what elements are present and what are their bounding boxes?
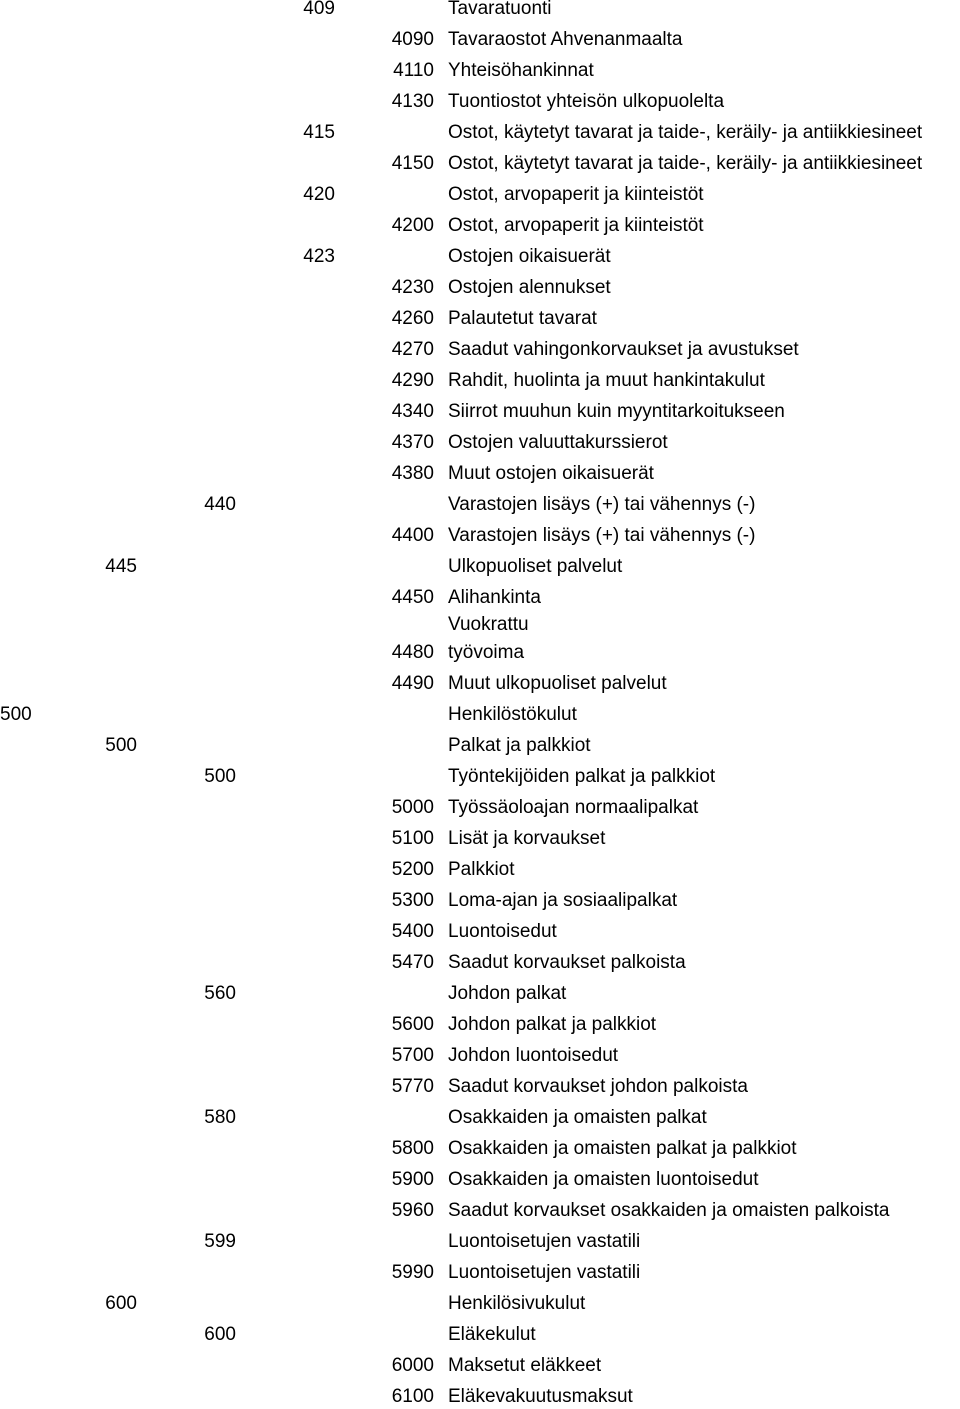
account-description-line1: Vuokrattu bbox=[448, 614, 529, 635]
account-code: 4290 bbox=[391, 370, 434, 391]
account-row bbox=[0, 493, 960, 517]
account-code: 4260 bbox=[391, 308, 434, 329]
account-row bbox=[0, 307, 960, 331]
account-row bbox=[0, 462, 960, 486]
account-code: 4340 bbox=[391, 401, 434, 422]
account-row bbox=[0, 1106, 960, 1130]
account-row bbox=[0, 214, 960, 238]
account-code: 6000 bbox=[391, 1355, 434, 1376]
account-description: Osakkaiden ja omaisten luontoisedut bbox=[448, 1169, 759, 1190]
account-code: 500 bbox=[0, 704, 32, 725]
account-code: 440 bbox=[204, 494, 236, 515]
account-code: 423 bbox=[303, 246, 335, 267]
account-description: Varastojen lisäys (+) tai vähennys (-) bbox=[448, 494, 756, 515]
account-row bbox=[0, 1013, 960, 1037]
account-code: 4370 bbox=[391, 432, 434, 453]
account-description: Johdon palkat ja palkkiot bbox=[448, 1014, 657, 1035]
account-description: Maksetut eläkkeet bbox=[448, 1355, 602, 1376]
account-code: 5300 bbox=[391, 890, 434, 911]
account-code: 5960 bbox=[391, 1200, 434, 1221]
account-row bbox=[0, 1230, 960, 1254]
account-description: Muut ulkopuoliset palvelut bbox=[448, 673, 667, 694]
account-description: Palkat ja palkkiot bbox=[448, 735, 591, 756]
account-row bbox=[0, 400, 960, 424]
account-code: 4490 bbox=[391, 673, 434, 694]
account-code: 420 bbox=[303, 184, 335, 205]
account-description: Siirrot muuhun kuin myyntitarkoitukseen bbox=[448, 401, 785, 422]
account-code: 445 bbox=[105, 556, 137, 577]
account-description: Henkilösivukulut bbox=[448, 1293, 586, 1314]
account-code: 415 bbox=[303, 122, 335, 143]
account-code: 500 bbox=[105, 735, 137, 756]
account-description: Ostot, arvopaperit ja kiinteistöt bbox=[448, 215, 704, 236]
account-description: Rahdit, huolinta ja muut hankintakulut bbox=[448, 370, 765, 391]
account-row bbox=[0, 338, 960, 362]
account-code: 4450 bbox=[391, 587, 434, 608]
account-description: Ostot, käytetyt tavarat ja taide-, keräily- ja antiikkiesineet bbox=[448, 153, 923, 174]
account-row bbox=[0, 1137, 960, 1161]
account-description: Yhteisöhankinnat bbox=[448, 60, 594, 81]
account-code: 5600 bbox=[391, 1014, 434, 1035]
account-code: 5900 bbox=[391, 1169, 434, 1190]
account-code: 4270 bbox=[391, 339, 434, 360]
account-description: Tuontiostot yhteisön ulkopuolelta bbox=[448, 91, 725, 112]
account-description: työvoima bbox=[448, 642, 525, 663]
account-row bbox=[0, 59, 960, 83]
account-description: Varastojen lisäys (+) tai vähennys (-) bbox=[448, 525, 756, 546]
account-code: 4130 bbox=[391, 91, 434, 112]
account-description: Luontoisedut bbox=[448, 921, 557, 942]
account-description: Saadut korvaukset osakkaiden ja omaisten palkoista bbox=[448, 1200, 890, 1221]
account-code: 5800 bbox=[391, 1138, 434, 1159]
account-code: 560 bbox=[204, 983, 236, 1004]
account-row bbox=[0, 555, 960, 579]
account-code: 599 bbox=[204, 1231, 236, 1252]
account-description: Johdon luontoisedut bbox=[448, 1045, 619, 1066]
account-row bbox=[0, 765, 960, 789]
account-description: Saadut korvaukset palkoista bbox=[448, 952, 686, 973]
account-description: Palautetut tavarat bbox=[448, 308, 597, 329]
account-row bbox=[0, 796, 960, 820]
account-description: Ostot, arvopaperit ja kiinteistöt bbox=[448, 184, 704, 205]
account-row bbox=[0, 1044, 960, 1068]
account-row bbox=[0, 1292, 960, 1316]
account-description: Lisät ja korvaukset bbox=[448, 828, 606, 849]
account-code: 600 bbox=[204, 1324, 236, 1345]
account-row bbox=[0, 1354, 960, 1378]
account-code: 409 bbox=[303, 0, 335, 19]
account-row bbox=[0, 1261, 960, 1285]
account-code: 4480 bbox=[391, 642, 434, 663]
account-row bbox=[0, 1323, 960, 1347]
account-row bbox=[0, 827, 960, 851]
account-row bbox=[0, 1385, 960, 1409]
account-description: Alihankinta bbox=[448, 587, 541, 608]
account-description: Saadut vahingonkorvaukset ja avustukset bbox=[448, 339, 799, 360]
account-row bbox=[0, 90, 960, 114]
account-code: 5400 bbox=[391, 921, 434, 942]
account-description: Ostojen oikaisuerät bbox=[448, 246, 611, 267]
account-description: Ulkopuoliset palvelut bbox=[448, 556, 623, 577]
account-row bbox=[0, 431, 960, 455]
account-code: 580 bbox=[204, 1107, 236, 1128]
account-code: 4150 bbox=[391, 153, 434, 174]
account-description: Työntekijöiden palkat ja palkkiot bbox=[448, 766, 716, 787]
account-description: Ostojen valuuttakurssierot bbox=[448, 432, 668, 453]
account-description: Tavaraostot Ahvenanmaalta bbox=[448, 29, 683, 50]
account-row bbox=[0, 1075, 960, 1099]
account-code: 5770 bbox=[391, 1076, 434, 1097]
account-description: Luontoisetujen vastatili bbox=[448, 1262, 641, 1283]
account-description: Henkilöstökulut bbox=[448, 704, 577, 725]
account-row bbox=[0, 951, 960, 975]
account-description: Työssäoloajan normaalipalkat bbox=[448, 797, 699, 818]
account-description: Eläkevakuutusmaksut bbox=[448, 1386, 633, 1407]
account-description: Loma-ajan ja sosiaalipalkat bbox=[448, 890, 678, 911]
account-description: Luontoisetujen vastatili bbox=[448, 1231, 641, 1252]
account-row bbox=[0, 734, 960, 758]
account-row bbox=[0, 858, 960, 882]
account-code: 4400 bbox=[391, 525, 434, 546]
account-code: 6100 bbox=[391, 1386, 434, 1407]
account-row bbox=[0, 28, 960, 52]
account-description: Tavaratuonti bbox=[448, 0, 552, 19]
account-code: 4230 bbox=[391, 277, 434, 298]
account-row bbox=[0, 1199, 960, 1223]
account-row bbox=[0, 889, 960, 913]
account-row bbox=[0, 982, 960, 1006]
account-code: 4380 bbox=[391, 463, 434, 484]
account-row bbox=[0, 152, 960, 176]
account-row bbox=[0, 672, 960, 696]
account-code: 5470 bbox=[391, 952, 434, 973]
account-row bbox=[0, 524, 960, 548]
account-code: 4110 bbox=[393, 60, 434, 81]
account-code: 600 bbox=[105, 1293, 137, 1314]
account-row bbox=[0, 276, 960, 300]
account-description: Johdon palkat bbox=[448, 983, 567, 1004]
account-row bbox=[0, 920, 960, 944]
account-description: Muut ostojen oikaisuerät bbox=[448, 463, 654, 484]
account-code: 5990 bbox=[391, 1262, 434, 1283]
account-code: 5200 bbox=[391, 859, 434, 880]
account-code: 5100 bbox=[391, 828, 434, 849]
account-code: 5000 bbox=[391, 797, 434, 818]
account-row bbox=[0, 703, 960, 727]
account-description: Ostot, käytetyt tavarat ja taide-, keräily- ja antiikkiesineet bbox=[448, 122, 923, 143]
account-row bbox=[0, 245, 960, 269]
account-description: Osakkaiden ja omaisten palkat bbox=[448, 1107, 707, 1128]
account-code: 4200 bbox=[391, 215, 434, 236]
account-code: 5700 bbox=[391, 1045, 434, 1066]
account-row bbox=[0, 614, 960, 665]
account-row bbox=[0, 586, 960, 610]
account-description: Ostojen alennukset bbox=[448, 277, 611, 298]
account-description: Eläkekulut bbox=[448, 1324, 536, 1345]
account-row bbox=[0, 121, 960, 145]
account-code: 500 bbox=[204, 766, 236, 787]
account-row bbox=[0, 0, 960, 21]
account-code: 4090 bbox=[391, 29, 434, 50]
account-row bbox=[0, 1168, 960, 1192]
account-row bbox=[0, 183, 960, 207]
account-description: Palkkiot bbox=[448, 859, 515, 880]
account-description: Osakkaiden ja omaisten palkat ja palkkiot bbox=[448, 1138, 797, 1159]
account-description: Saadut korvaukset johdon palkoista bbox=[448, 1076, 748, 1097]
account-row bbox=[0, 369, 960, 393]
